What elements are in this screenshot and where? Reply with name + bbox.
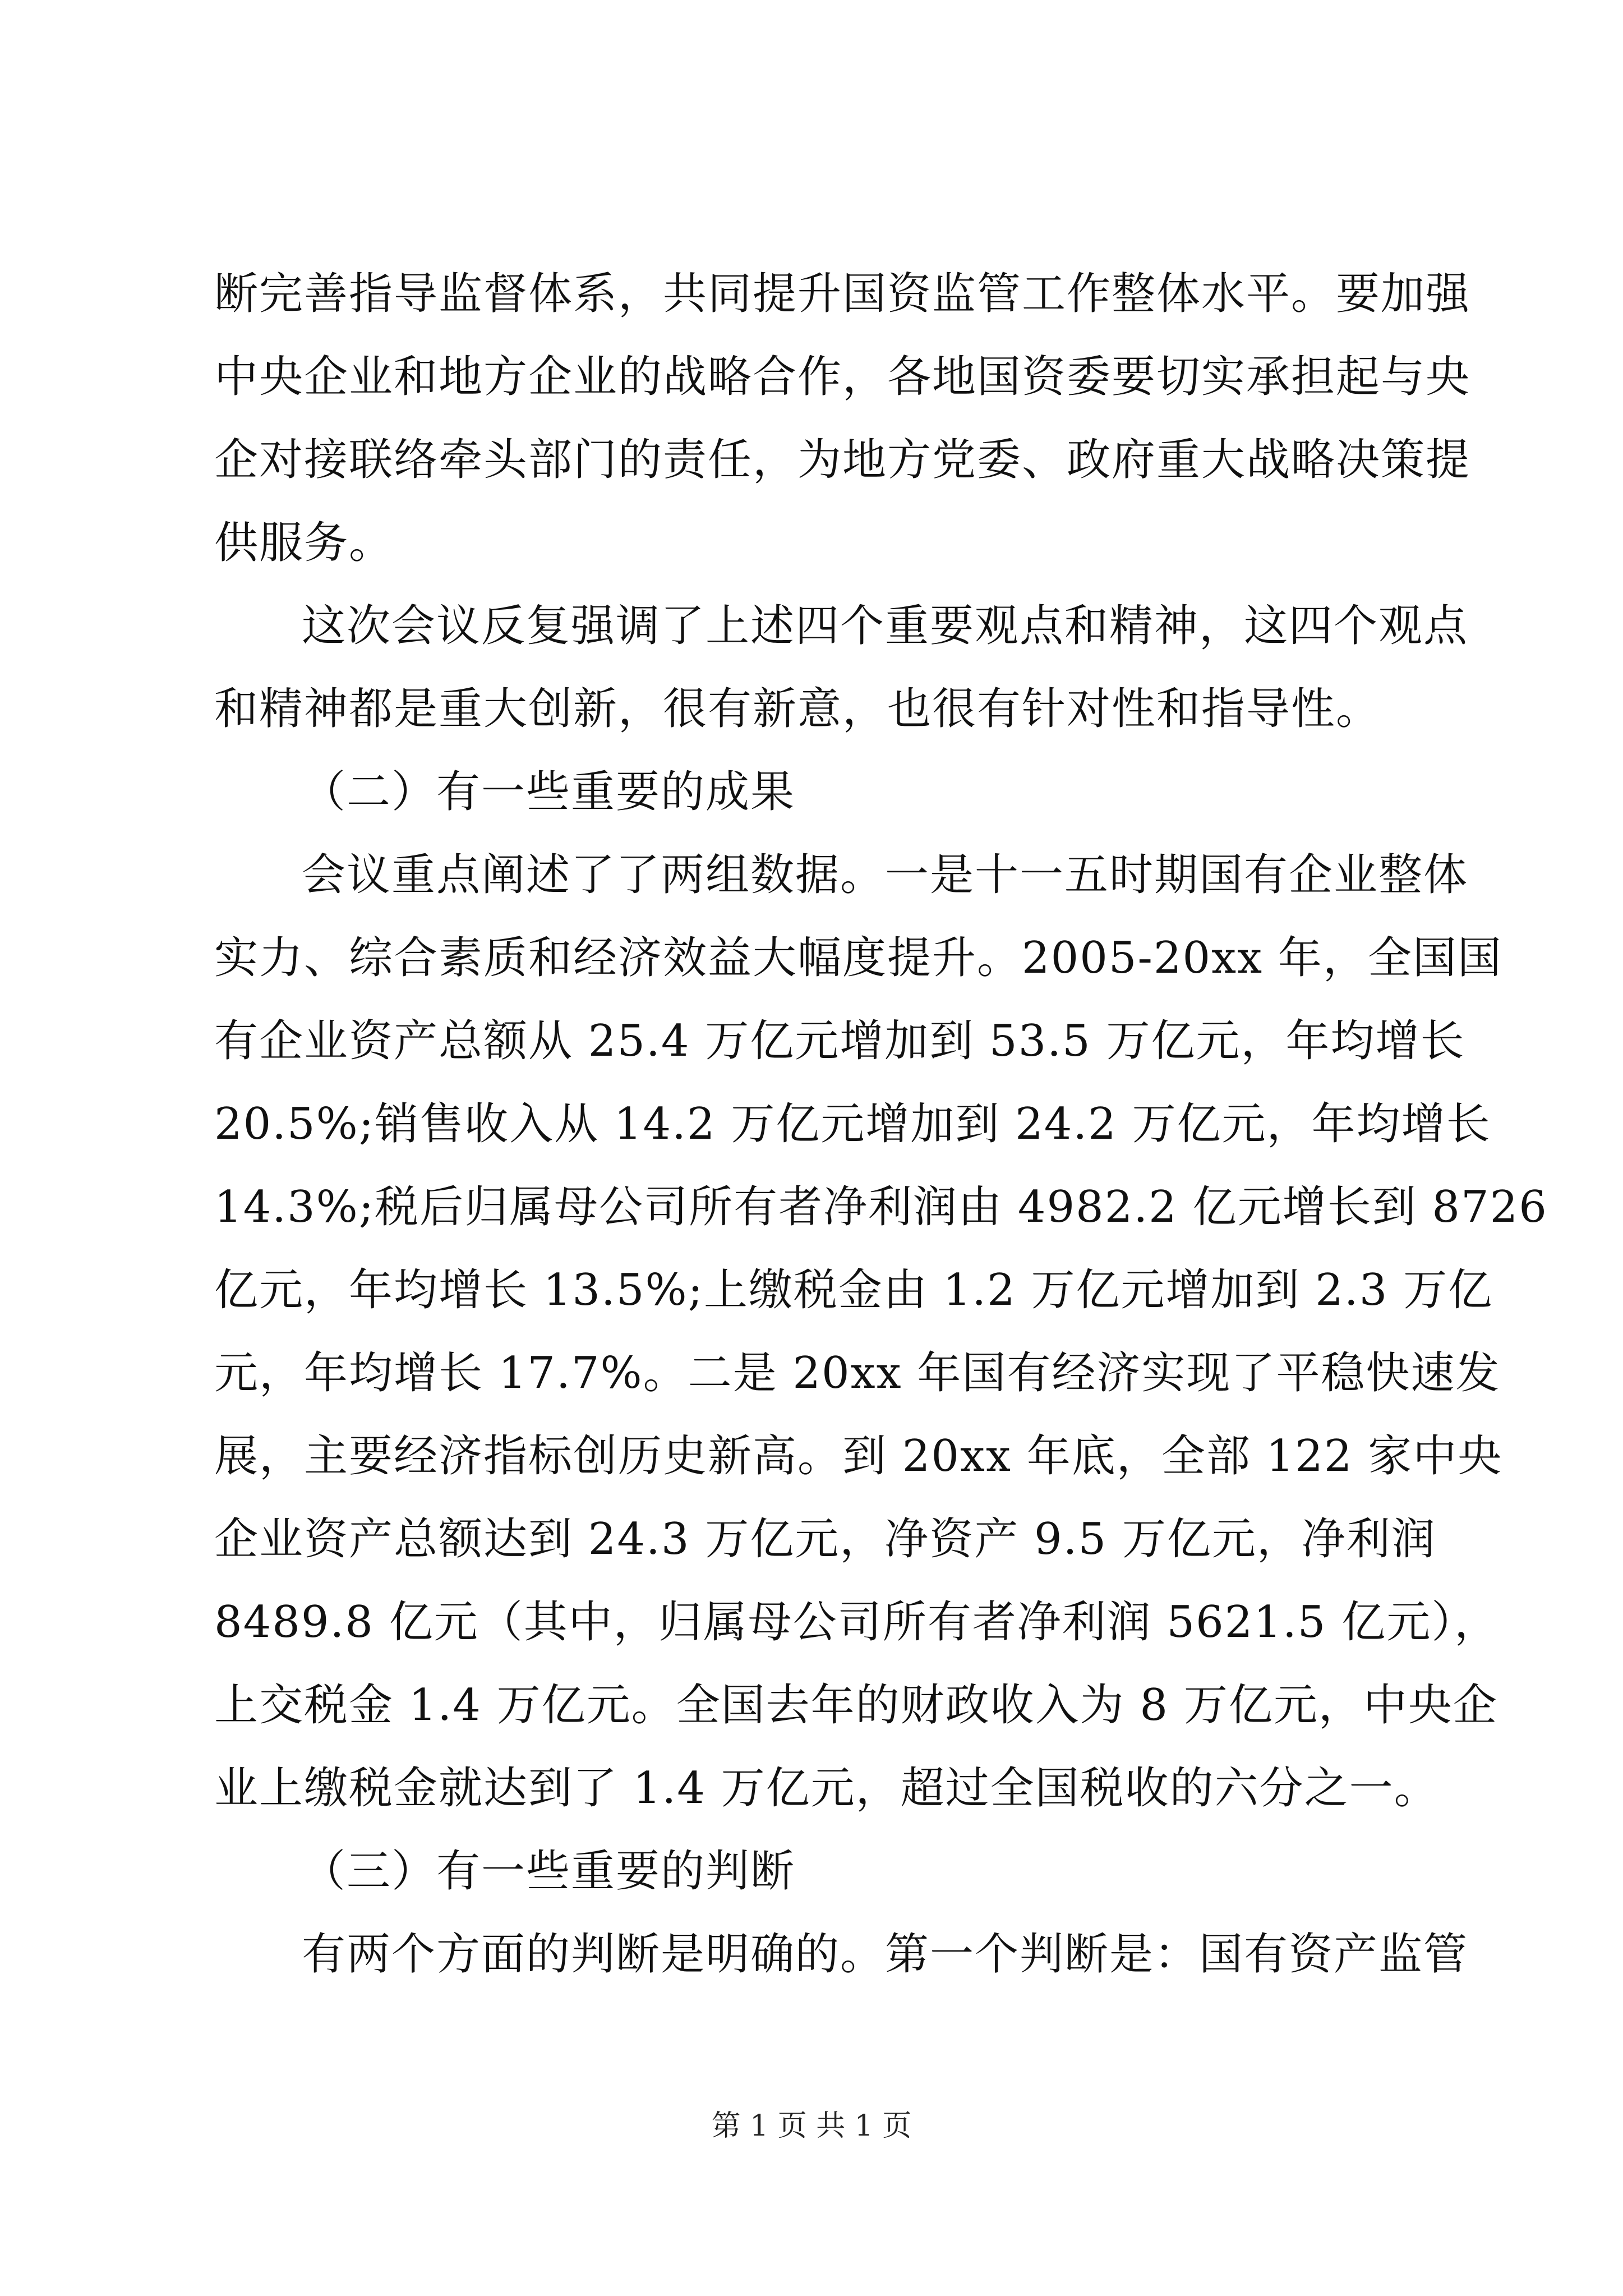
text-line: 供服务。 <box>214 518 394 568</box>
text-line: 14.3%;税后归属母公司所有者净利润由 4982.2 亿元增长到 8726 <box>214 1182 1548 1232</box>
section-heading: （二）有一些重要的成果 <box>302 767 796 817</box>
page-footer: 第 1 页 共 1 页 <box>711 2109 912 2143</box>
text-line: 实力、综合素质和经济效益大幅度提升。2005-20xx 年，全国国 <box>214 933 1502 983</box>
text-line: 有企业资产总额从 25.4 万亿元增加到 53.5 万亿元，年均增长 <box>214 1016 1465 1066</box>
body-text <box>214 252 1548 1996</box>
text-line: 和精神都是重大创新，很有新意，也很有针对性和指导性。 <box>214 684 1381 734</box>
section-heading: （三）有一些重要的判断 <box>302 1846 796 1897</box>
text-line: 这次会议反复强调了上述四个重要观点和精神，这四个观点 <box>302 601 1469 651</box>
text-line: 8489.8 亿元（其中，归属母公司所有者净利润 5621.5 亿元）， <box>214 1597 1500 1648</box>
text-line: 元，年均增长 17.7%。二是 20xx 年国有经济实现了平稳快速发 <box>214 1348 1501 1398</box>
text-line: 企业资产总额达到 24.3 万亿元，净资产 9.5 万亿元，净利润 <box>214 1514 1436 1565</box>
text-line: 20.5%;销售收入从 14.2 万亿元增加到 24.2 万亿元，年均增长 <box>214 1099 1491 1149</box>
text-line: 亿元，年均增长 13.5%;上缴税金由 1.2 万亿元增加到 2.3 万亿 <box>214 1265 1493 1315</box>
text-line: 有两个方面的判断是明确的。第一个判断是：国有资产监管 <box>302 1929 1469 1980</box>
text-line: 中央企业和地方企业的战略合作，各地国资委要切实承担起与央 <box>214 352 1471 402</box>
text-line: 展，主要经济指标创历史新高。到 20xx 年底，全部 122 家中央 <box>214 1431 1503 1481</box>
text-line: 断完善指导监督体系，共同提升国资监管工作整体水平。要加强 <box>214 269 1471 319</box>
text-line: 上交税金 1.4 万亿元。全国去年的财政收入为 8 万亿元，中央企 <box>214 1680 1498 1731</box>
text-line: 会议重点阐述了了两组数据。一是十一五时期国有企业整体 <box>302 850 1469 900</box>
text-line: 业上缴税金就达到了 1.4 万亿元，超过全国税收的六分之一。 <box>214 1763 1439 1814</box>
text-line: 企对接联络牵头部门的责任，为地方党委、政府重大战略决策提 <box>214 435 1471 485</box>
